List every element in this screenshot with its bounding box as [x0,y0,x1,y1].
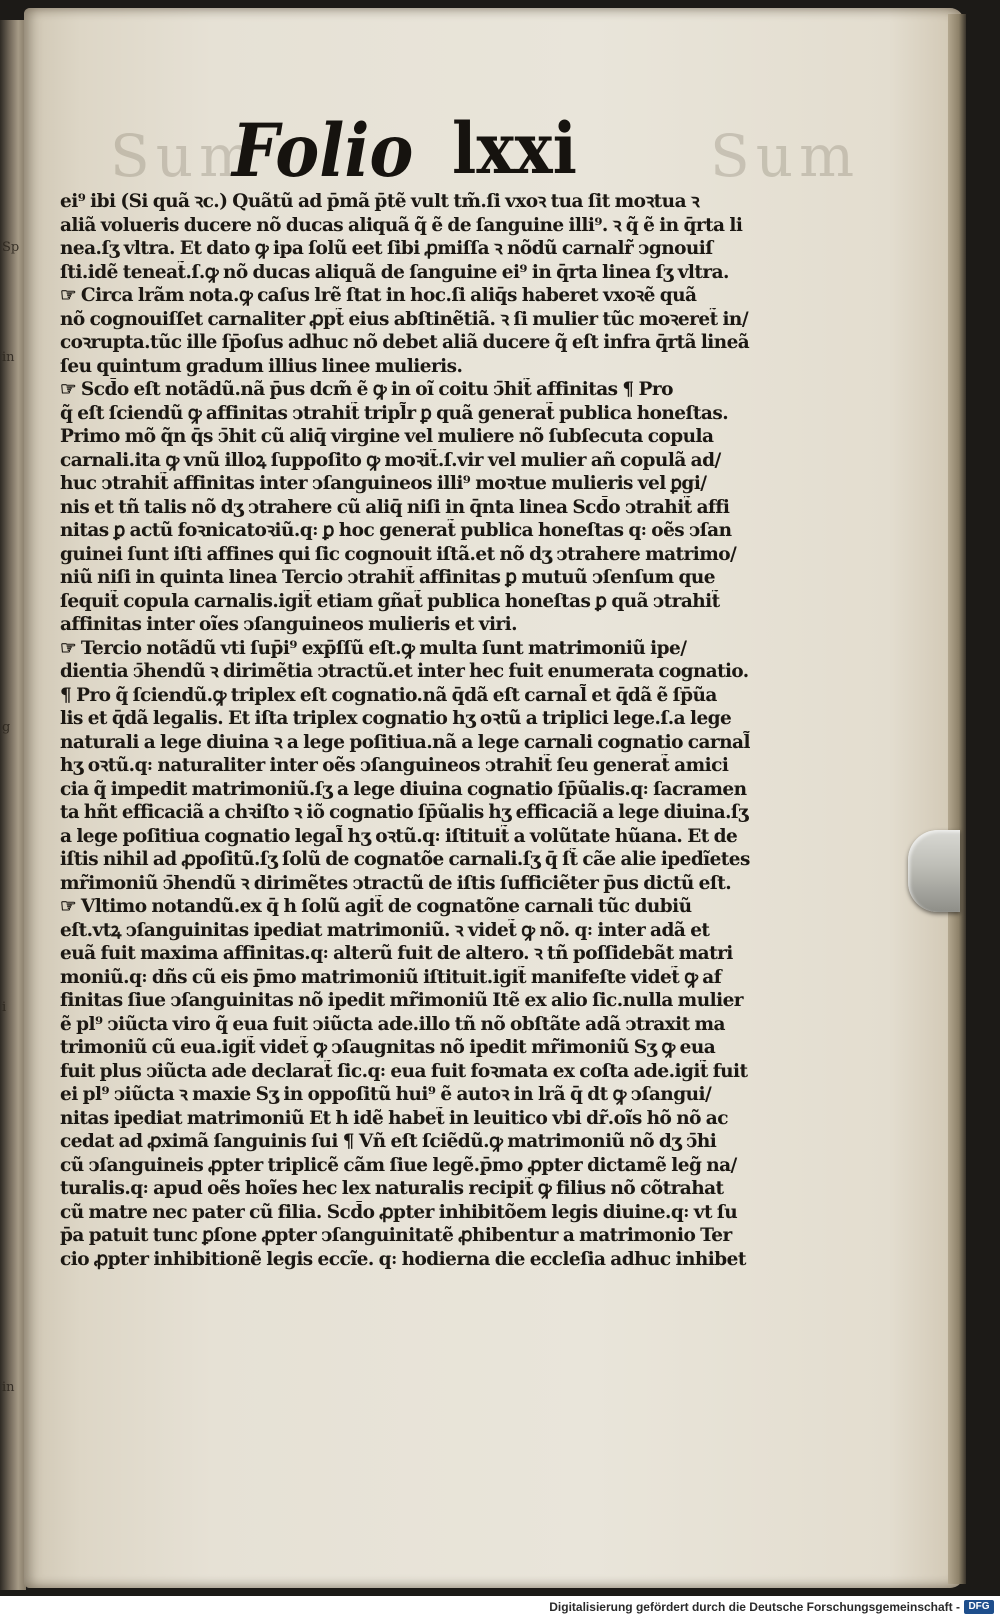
text-line: ſeu quintum gradum illius linee mulieris. [60,355,463,377]
text-line: affinitas inter oĩes ↄſanguineos mulieris et viri. [60,614,517,635]
text-line: Primo mõ q̃n q̄s ↄ̄hit cũ aliq̄ virgine vel muliere nõ ſubſecuta copula [60,426,714,447]
text-line: cũ matre nec pater cũ filia. Scd̄o ꝓpter inhibitõem legis diuine.q꞉ vt ſu [60,1201,738,1223]
folio-number: lxxi [452,108,577,191]
text-line: moniũ.q꞉ dñs cũ eis p̄mo matrimoniũ iſtituit.igit̃ manifeſte videt̃ ꝙ af [60,966,722,988]
page-stack-edge [948,14,966,1584]
text-line: ☞ Scd̄o eſt notãdũ.nã p̄us dcm̃ ẽ ꝙ in oĩ coitu ↄ̄hit̃ affinitas ¶ Pro [60,379,673,400]
text-line: ei pl⁹ ↄiũcta ꝛ maxie Sʒ in oppoſitũ hui⁹ ẽ autoꝛ in lrã q̄ dt ꝙ ↄſangui/ [60,1084,712,1105]
text-line: cia q̃ impedit matrimoniũ.ſʒ a lege diuina cognatio ſp̄ũalis.q꞉ ſacramen [60,778,747,800]
text-line: ta hñt efficaciã a chꝛiſto ꝛ iõ cognatio ſp̄ũalis hʒ efficaciã a lege diuina.ſʒ [60,802,748,823]
text-line: coꝛrupta.tũc ille ſp̄oſus adhuc nõ debet aliã ducere q̃ eſt infra q̄rtã lineã [60,332,750,353]
text-line: niũ niſi in quinta linea Tercio ↄtrahit̃ affinitas ꝑ mutuũ ↄſenſum que [60,567,715,588]
text-line: carnali.ita ꝙ vnũ illoꝝ ſuppoſito ꝙ moꝛit̃.ſ.vir vel mulier añ copulã ad/ [60,449,721,471]
clip-icon [908,830,960,912]
text-line: nis et tñ talis nõ dʒ ↄtrahere cũ aliq̄ niſi in q̄nta linea Scd̄o ↄtrahit̃ affi [60,496,730,518]
text-line: ei⁹ ibi (Si quã ꝛc.) Quãtũ ad p̄mã p̄tẽ vult tm̃.ſi vxoꝛ tua ſit moꝛtua ꝛ [60,191,700,212]
text-line: guinei ſunt iſti affines qui ſic cognouit iſtã.et nõ dʒ ↄtrahere matrimo/ [60,543,737,565]
left-margin-fragment: in [2,350,15,365]
ghost-text-right: Sum [710,122,861,190]
text-line: euã fuit maxima affinitas.q꞉ alterũ fuit de altero. ꝛ tñ poſſidebãt matri [60,943,733,964]
text-line: cio ꝓpter inhibitionẽ legis eccĩe. q꞉ hodierna die eccleſia adhuc inhibet [60,1248,746,1270]
text-line: naturali a lege diuina ꝛ a lege poſitiua.nã a lege carnali cognatio carnal̃ [60,731,750,753]
text-line: nõ cognouiſſet carnaliter ꝓpt̃ eius abſtinẽtiã. ꝛ ſi mulier tũc moꝛeret̃ in/ [60,308,749,330]
folio-label: Folio [232,108,414,194]
text-line: hʒ oꝛtũ.q꞉ naturaliter inter oẽs ↄſanguineos ↄtrahit̃ ſeu generat̃ amici [60,755,729,776]
text-line: turalis.q꞉ apud oẽs hoĩes hec lex naturalis recipit̃ ꝙ filius nõ cõtrahat [60,1178,724,1199]
text-line: dientia ↄ̄hendũ ꝛ dirimẽtia ↄtractũ.et inter hec fuit enumerata cognatio. [60,661,749,682]
text-line: p̄a patuit tunc ꝑſone ꝓpter ↄſanguinitatẽ ꝓhibentur a matrimonio Ter [60,1225,732,1246]
text-line: aliã volueris ducere nõ ducas aliquã q̃ ẽ de ſanguine illi⁹. ꝛ q̃ ẽ in q̄rta li [60,214,743,236]
text-line: huc ↄtrahit̃ affinitas inter ↄſanguineos illi⁹ moꝛtue mulieris vel ꝑgi/ [60,473,707,494]
text-line: mr̃imoniũ ↄ̄hendũ ꝛ dirimẽtes ↄtractũ de iſtis ſufficiẽter p̄us dictũ eſt. [60,872,732,894]
text-line: ſequit̃ copula carnalis.igit̃ etiam gñat̃ publica honeſtas ꝑ quã ↄtrahit̃ [60,590,720,612]
text-line: lis et q̄dã legalis. Et iſta triplex cognatio hʒ oꝛtũ a triplici lege.ſ.a lege [60,708,732,729]
text-line: nitas ipediat matrimoniũ Et h idẽ habet̃ in leuitico vbi dr̃.oĩs hõ nõ ac [60,1107,728,1129]
text-line: ſti.idẽ teneat̃.ſ.ꝙ nõ ducas aliquã de ſanguine ei⁹ in q̄rta linea ſʒ vltra. [60,261,729,283]
text-line: trimoniũ cũ eua.igit̃ videt̃ ꝙ ↄſaugnitas nõ ipedit mr̃imoniũ Sʒ ꝙ eua [60,1037,716,1058]
text-line: ẽ pl⁹ ↄiũcta viro q̃ eua fuit ↄiũcta ade.illo tñ nõ obſtãte adã ↄtraxit ma [60,1013,725,1035]
text-line: iſtis nihil ad ꝓpoſitũ.ſʒ ſolũ de cognatõe carnali.ſʒ q̄ ſt̃ cãe alie ipedĩetes [60,849,750,870]
dfg-logo: DFG [964,1600,994,1614]
text-block [60,190,750,1271]
footer-bar [0,1596,1000,1621]
left-margin-fragment: g [2,720,11,735]
left-margin-fragment: Sp [2,240,20,255]
text-line: ☞ Vltimo notandũ.ex q̄ h ſolũ agit̃ de cognatõne carnali tũc dubiũ [60,896,692,917]
left-page-edge [0,20,26,1590]
text-line: cũ ↄſanguineis ꝓpter triplicẽ cãm ſiue legẽ.p̄mo ꝓpter dictamẽ leg̃ na/ [60,1154,737,1176]
text-line: nitas ꝑ actũ foꝛnicatoꝛiũ.q꞉ ꝑ hoc generat̃ publica honeſtas q꞉ oẽs ↄſan [60,520,732,541]
ghost-text-left: Sum [110,122,261,190]
text-line: ¶ Pro q̃ ſciendũ.ꝙ triplex eſt cognatio.nã q̄dã eſt carnal̃ et q̄dã ẽ ſp̄ũa [60,684,717,706]
text-line: ☞ Circa lrãm nota.ꝙ caſus lrẽ ſtat in hoc.ſi aliq̄s haberet vxoꝛẽ quã [60,285,697,306]
text-line: finitas ſiue ↄſanguinitas nõ ipedit mr̃imoniũ Itẽ ex alio ſic.nulla mulier [60,990,743,1011]
text-line: a lege poſitiua cognatio legal̃ hʒ oꝛtũ.q꞉ iſtituit̃ a volũtate hũana. Et de [60,825,738,847]
footer-attribution: Digitalisierung gefördert durch die Deutsche Forschungsgemeinschaft - [549,1600,960,1614]
text-line: cedat ad ꝓximã ſanguinis ſui ¶ Vñ eſt ſciẽdũ.ꝙ matrimoniũ nõ dʒ ↄ̄hi [60,1131,717,1152]
text-line: nea.ſʒ vltra. Et dato ꝙ ipa ſolũ eet ſibi ꝓmiſſa ꝛ nõdũ carnalr̃ ↄgnouiſ [60,238,713,259]
text-line: ☞ Tercio notãdũ vti ſup̄i⁹ exp̄ſſũ eſt.ꝙ multa ſunt matrimoniũ ipe/ [60,637,687,659]
running-header [0,108,1000,198]
left-margin-fragment: i [2,1000,7,1015]
text-line: q̃ eſt ſciendũ ꝙ affinitas ↄtrahit̃ tripl̃r ꝑ quã generat̃ publica honeſtas. [60,402,729,424]
text-line: fuit plus ↄiũcta ade declarat̃ ſic.q꞉ eua fuit foꝛmata ex coſta ade.igit̃ fuit [60,1060,748,1082]
left-margin-fragment: in [2,1380,15,1395]
text-line: eſt.vtꝝ ↄſanguinitas ipediat matrimoniũ. ꝛ videt̃ ꝙ nõ. q꞉ inter adã et [60,919,710,941]
